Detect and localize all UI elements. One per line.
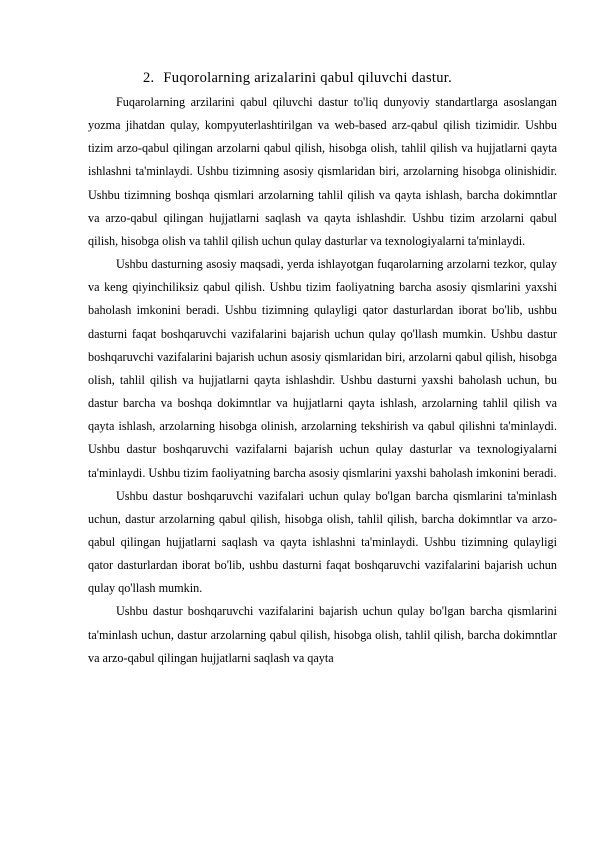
section-number: 2. xyxy=(142,70,155,87)
body-text xyxy=(88,91,557,670)
paragraph: Ushbu dastur boshqaruvchi vazifalarini bajarish uchun qulay bo'lgan barcha qismlarini ta'minlash uchun, dastur arzolarning qabul qilish, hisobga olish, tahlil qilish, barcha dokimntlar va arzo-qabul qilingan hujjatlarni saqlash va qayta xyxy=(88,604,557,665)
paragraph: Ushbu dastur boshqaruvchi vazifalari uchun qulay bo'lgan barcha qismlarini ta'minlash uchun, dastur arzolarning qabul qilish, hisobga olish, tahlil qilish, barcha dokimntlar va arzo-qabul qilingan hujjatlarni saqlash va qayta ishlashni ta'minlaydi. Ushbu tizimning qulayligi qator dasturlardan iborat bo'lib, ushbu dasturni faqat boshqaruvchi vazifalarini bajarish uchun qulay qo'llash mumkin. xyxy=(88,488,557,596)
section-heading xyxy=(60,68,535,88)
paragraph: Ushbu dasturning asosiy maqsadi, yerda ishlayotgan fuqarolarning arzolarni tezkor, qulay va keng qiyinchiliksiz qabul qilish. Ushbu tizim faoliyatning barcha asosiy qismlarini yaxshi baholash imkonini beradi. Ushbu tizimning qulayligi qator dasturlardan iborat bo'lib, ushbu dasturni faqat boshqaruvchi vazifalarini bajarish uchun qulay qo'llash mumkin. Ushbu dastur boshqaruvchi vazifalarini bajarish uchun asosiy qismlaridan biri, arzolarni qabul qilish, hisobga olish, tahlil qilish va hujjatlarni qayta ishlashdir. Ushbu dasturni yaxshi baholash uchun, bu dastur barcha va boshqa dokimntlar va hujjatlarni qayta ishlash, arzolarning tahlil qilish va qayta ishlash, arzolarning hisobga olinish, arzolarning tekshirish va qabul qilishni ta'minlaydi. Ushbu dastur boshqaruvchi vazifalarni bajarish uchun qulay dasturlar va texnologiyalarni ta'minlaydi. Ushbu tizim faoliyatning barcha asosiy qismlarini yaxshi baholash imkonini beradi. xyxy=(88,257,557,480)
paragraph: Fuqarolarning arzilarini qabul qiluvchi dastur to'liq dunyoviy standartlarga asoslangan yozma jihatdan qulay, kompyuterlashtirilgan va web-based arz-qabul qilish tizimidir. Ushbu tizim arzo-qabul qilingan arzolarni qabul qilish, hisobga olish, tahlil qilish va hujjatlarni qayta ishlashni ta'minlaydi. Ushbu tizimning asosiy qismlaridan biri, arzolarning hisobga olinishidir. Ushbu tizimning boshqa qismlari arzolarning tahlil qilish va qayta ishlash, barcha dokimntlar va arzo-qabul qilingan hujjatlarni saqlash va qayta ishlashdir. Ushbu tizim arzolarni qabul qilish, hisobga olish va tahlil qilish uchun qulay dasturlar va texnologiyalarni ta'minlaydi. xyxy=(88,95,557,248)
section-title: Fuqorolarning arizalarini qabul qiluvchi dastur. xyxy=(163,70,453,87)
